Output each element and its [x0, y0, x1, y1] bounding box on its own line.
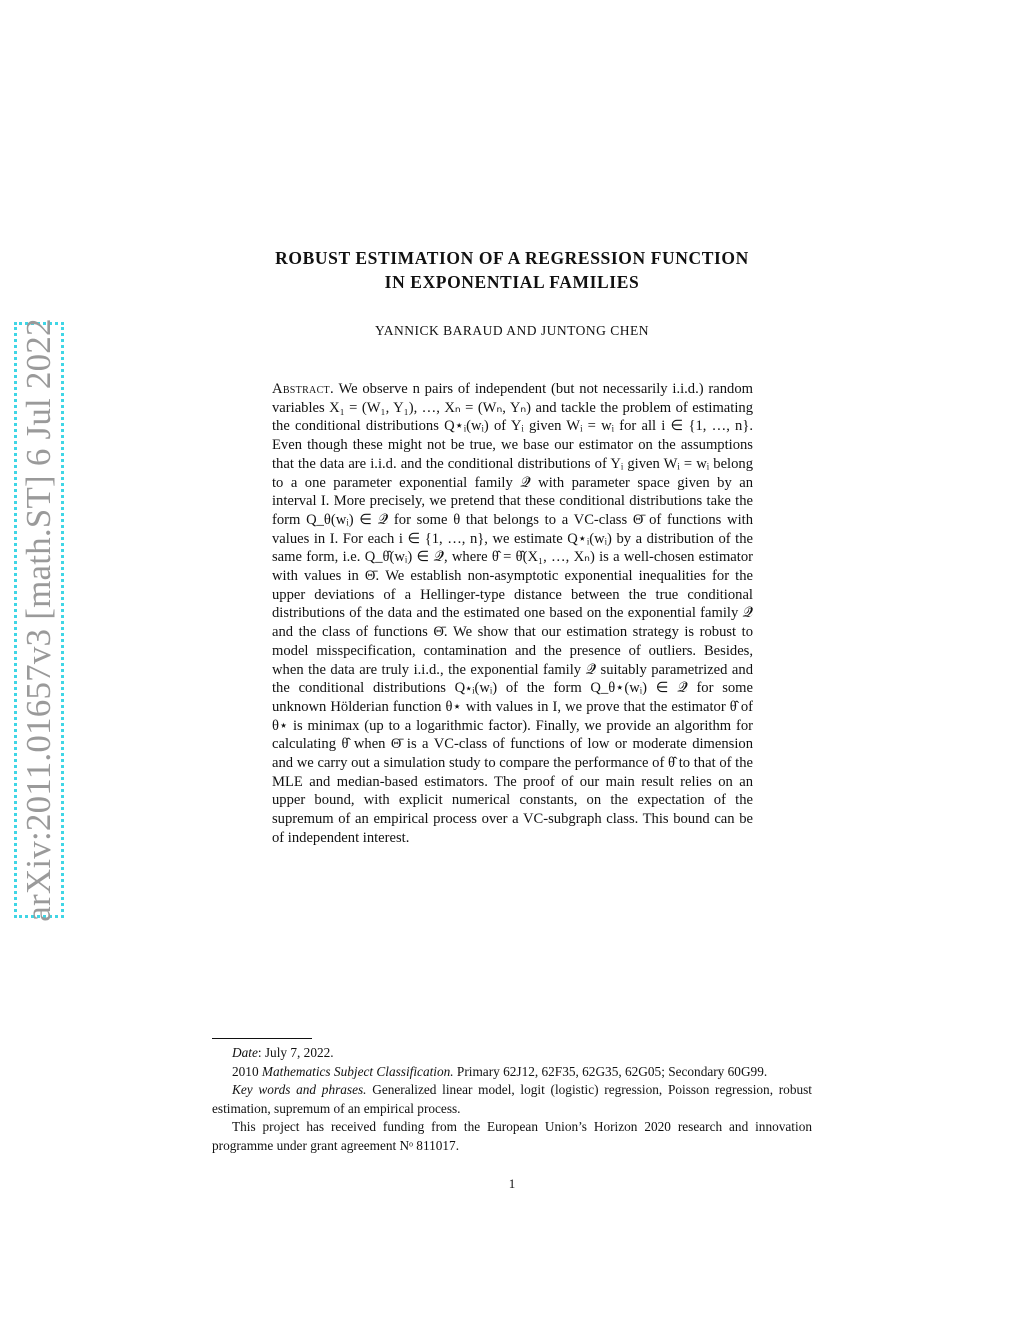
- msc-value: Primary 62J12, 62F35, 62G35, 62G05; Secondary 60G99.: [453, 1063, 768, 1079]
- abstract-body: We observe n pairs of independent (but not necessarily i.i.d.) random variables X₁ = (W₁, Y₁), …, Xₙ = (Wₙ, Yₙ) and tackle the problem of estimating the conditional distributions Q⋆ᵢ(wᵢ) of Yᵢ given Wᵢ = wᵢ for all i ∈ {1, …, n}. Even though these might not be true, we base our estimator on the assumptions that the data are i.i.d. and the conditional distributions of Yᵢ given Wᵢ = wᵢ belong to a one parameter exponential family 𝒬̄ with parameter space given by an interval I. More precisely, we pretend that these conditional distributions take the form Q_θ(wᵢ) ∈ 𝒬̄ for some θ that belongs to a VC-class Θ̄ of functions with values in I. For each i ∈ {1, …, n}, we estimate Q⋆ᵢ(wᵢ) by a distribution of the same form, i.e. Q_θ̂(wᵢ) ∈ 𝒬̄, where θ̂ = θ̂(X₁, …, Xₙ) is a well-chosen estimator with values in Θ̄. We establish non-asymptotic exponential inequalities for the upper deviations of a Hellinger-type distance between the true conditional distributions of the data and the estimated one based on the exponential family 𝒬̄ and the class of functions Θ̄. We show that our estimation strategy is robust to model misspecification, contamination and the presence of outliers. Besides, when the data are truly i.i.d., the exponential family 𝒬̄ suitably parametrized and the conditional distributions Q⋆ᵢ(wᵢ) of the form Q_θ⋆(wᵢ) ∈ 𝒬̄ for some unknown Hölderian function θ⋆ with values in I, we prove that the estimator θ̂ of θ⋆ is minimax (up to a logarithmic factor). Finally, we provide an algorithm for calculating θ̂ when Θ̄ is a VC-class of functions of low or moderate dimension and we carry out a simulation study to compare the performance of θ̂ to that of the MLE and median-based estimators. The proof of our main result relies on an upper bound, with explicit numerical constants, on the expectation of the supremum of an empirical process over a VC-subgraph class. This bound can be of independent interest.: [272, 381, 754, 846]
- title-line-1: ROBUST ESTIMATION OF A REGRESSION FUNCTION: [275, 248, 749, 268]
- footnotes: [212, 1044, 812, 1155]
- date-label: Date: [232, 1045, 258, 1060]
- title-line-2: IN EXPONENTIAL FAMILIES: [384, 272, 640, 292]
- arxiv-identifier: arXiv:2011.01657v3 [math.ST] 6 Jul 2022: [19, 318, 58, 922]
- arxiv-identifier-stamp: [14, 318, 64, 922]
- keywords-value: Generalized linear model, logit (logistic) regression, Poisson regression, robust estimation, supremum of an empirical process.: [212, 1082, 812, 1116]
- abstract-label: Abstract.: [272, 381, 334, 397]
- footnote-rule: [212, 1038, 312, 1039]
- page-number: 1: [508, 1176, 516, 1191]
- footnote-date: [212, 1044, 812, 1063]
- authors: YANNICK BARAUD AND JUNTONG CHEN: [374, 323, 649, 338]
- footnote-keywords: [212, 1081, 812, 1118]
- date-value: : July 7, 2022.: [257, 1045, 334, 1060]
- msc-label: Mathematics Subject Classification.: [261, 1063, 454, 1079]
- paper-title: [180, 246, 844, 294]
- keywords-label: Key words and phrases.: [232, 1082, 367, 1097]
- footnote-msc: [212, 1063, 812, 1082]
- msc-prefix: 2010: [232, 1063, 262, 1079]
- footnote-funding: This project has received funding from the European Union’s Horizon 2020 research and innovation programme under grant agreement Nᵒ 811017.: [212, 1119, 812, 1153]
- abstract: [272, 380, 753, 848]
